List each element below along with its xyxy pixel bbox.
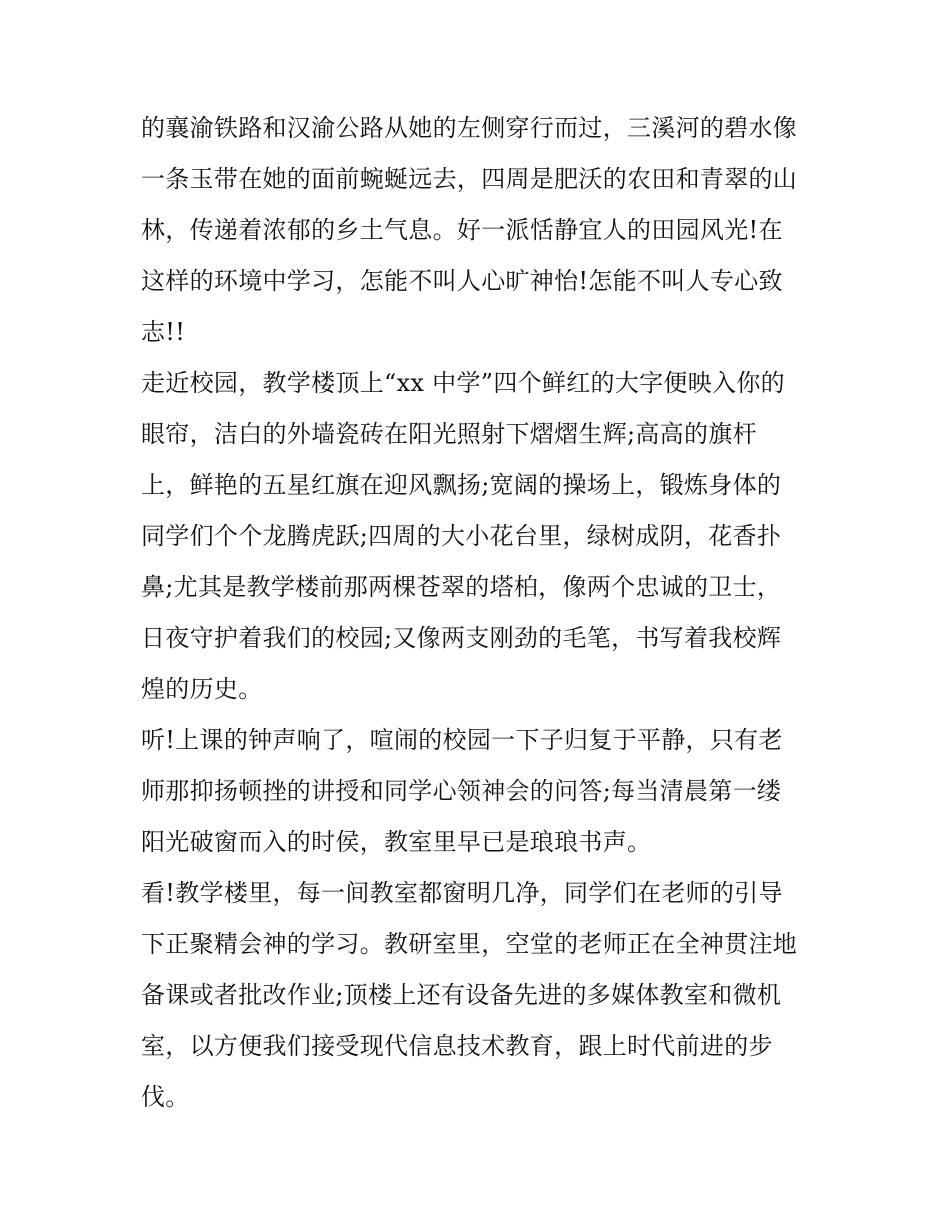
text-line: 看!教学楼里，每一间教室都窗明几净，同学们在老师的引导 — [141, 879, 783, 907]
text-line: 师那抑扬顿挫的讲授和同学心领神会的问答;每当清晨第一缕 — [141, 777, 782, 805]
text-line: 室，以方便我们接受现代信息技术教育，跟上时代前进的步 — [141, 1032, 773, 1060]
text-line: 志!! — [141, 318, 186, 346]
text-line: 鼻;尤其是教学楼前那两棵苍翠的塔柏，像两个忠诚的卫士， — [141, 573, 782, 601]
text-line: 一条玉带在她的面前蜿蜒远去，四周是肥沃的农田和青翠的山 — [141, 165, 798, 193]
text-line: 日夜守护着我们的校园;又像两支刚劲的毛笔，书写着我校辉 — [141, 624, 782, 652]
text-line: 这样的环境中学习，怎能不叫人心旷神怡!怎能不叫人专心致 — [141, 267, 783, 295]
text-line: 煌的历史。 — [141, 675, 263, 703]
text-line: 走近校园，教学楼顶上“xx 中学”四个鲜红的大字便映入你的 — [141, 369, 785, 397]
text-line: 同学们个个龙腾虎跃;四周的大小花台里，绿树成阴，花香扑 — [141, 522, 782, 550]
text-line: 的襄渝铁路和汉渝公路从她的左侧穿行而过，三溪河的碧水像 — [141, 114, 798, 142]
text-line: 眼帘，洁白的外墙瓷砖在阳光照射下熠熠生辉;高高的旗杆 — [141, 420, 757, 448]
document-body — [141, 103, 821, 1123]
text-line: 备课或者批改作业;顶楼上还有设备先进的多媒体教室和微机 — [141, 981, 782, 1009]
text-line: 伐。 — [141, 1083, 190, 1111]
text-line: 下正聚精会神的学习。教研室里，空堂的老师正在全神贯注地 — [141, 930, 798, 958]
text-line: 阳光破窗而入的时侯，教室里早已是琅琅书声。 — [141, 828, 652, 856]
text-line: 听!上课的钟声响了，喧闹的校园一下子归复于平静，只有老 — [141, 726, 783, 754]
text-line: 林，传递着浓郁的乡土气息。好一派恬静宜人的田园风光!在 — [141, 216, 783, 244]
text-line: 上，鲜艳的五星红旗在迎风飘扬;宽阔的操场上，锻炼身体的 — [141, 471, 782, 499]
